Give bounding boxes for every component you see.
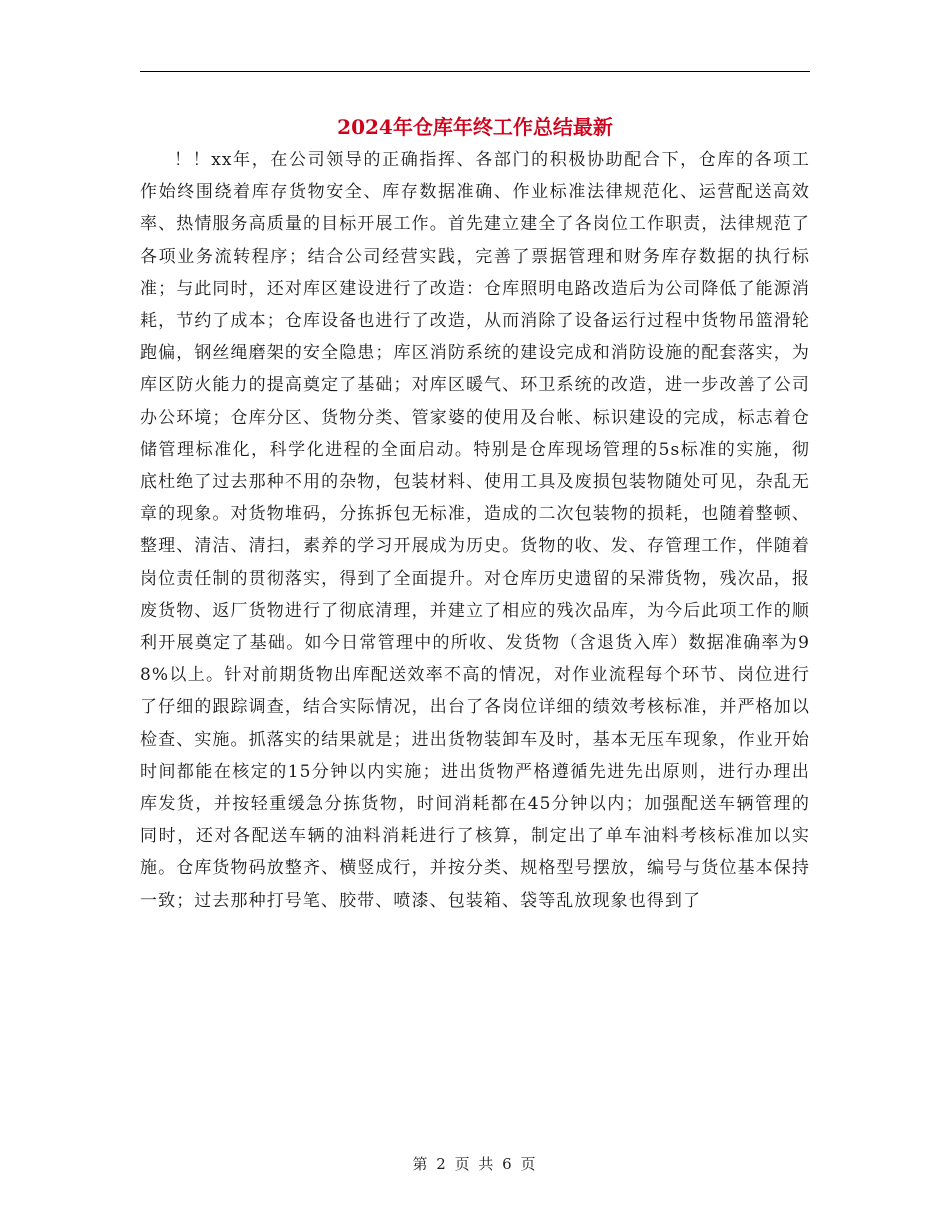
- document-title: 2024年仓库年终工作总结最新: [337, 115, 613, 139]
- document-body-paragraph: ！！xx年，在公司领导的正确指挥、各部门的积极协助配合下，仓库的各项工作始终围绕着库存货物安全、库存数据准确、作业标准法律规范化、运营配送高效率、热情服务高质量的目标开展工作。首先建立建全了各岗位工作职责，法律规范了各项业务流转程序；结合公司经营实践，完善了票据管理和财务库存数据的执行标准；与此同时，还对库区建设进行了改造：仓库照明电路改造后为公司降低了能源消耗，节约了成本；仓库设备也进行了改造，从而消除了设备运行过程中货物吊篮滑轮跑偏，钢丝绳磨架的安全隐患；库区消防系统的建设完成和消防设施的配套落实，为库区防火能力的提高奠定了基础；对库区暖气、环卫系统的改造，进一步改善了公司办公环境；仓库分区、货物分类、管家婆的使用及台帐、标识建设的完成，标志着仓储管理标准化，科学化进程的全面启动。特别是仓库现场管理的5s标准的实施，彻底杜绝了过去那种不用的杂物，包装材料、使用工具及废损包装物随处可见，杂乱无章的现象。对货物堆码，分拣拆包无标准，造成的二次包装物的损耗，也随着整顿、整理、清洁、清扫，素养的学习开展成为历史。货物的收、发、存管理工作，伴随着岗位责任制的贯彻落实，得到了全面提升。对仓库历史遗留的呆滞货物，残次品，报废货物、返厂货物进行了彻底清理，并建立了相应的残次品库，为今后此项工作的顺利开展奠定了基础。如今日常管理中的所收、发货物（含退货入库）数据准确率为98%以上。针对前期货物出库配送效率不高的情况，对作业流程每个环节、岗位进行了仔细的跟踪调查，结合实际情况，出台了各岗位详细的绩效考核标准，并严格加以检查、实施。抓落实的结果就是；进出货物装卸车及时，基本无压车现象，作业开始时间都能在核定的15分钟以内实施；进出货物严格遵循先进先出原则，进行办理出库发货，并按轻重缓急分拣货物，时间消耗都在45分钟以内；加强配送车辆管理的同时，还对各配送车辆的油料消耗进行了核算，制定出了单车油料考核标准加以实施。仓库货物码放整齐、横竖成行，并按分类、规格型号摆放，编号与货位基本保持一致；过去那种打号笔、胶带、喷漆、包装箱、袋等乱放现象也得到了: [140, 150, 810, 911]
- page-number-footer: 第 2 页 共 6 页: [412, 1155, 538, 1173]
- header-rule: [140, 71, 810, 72]
